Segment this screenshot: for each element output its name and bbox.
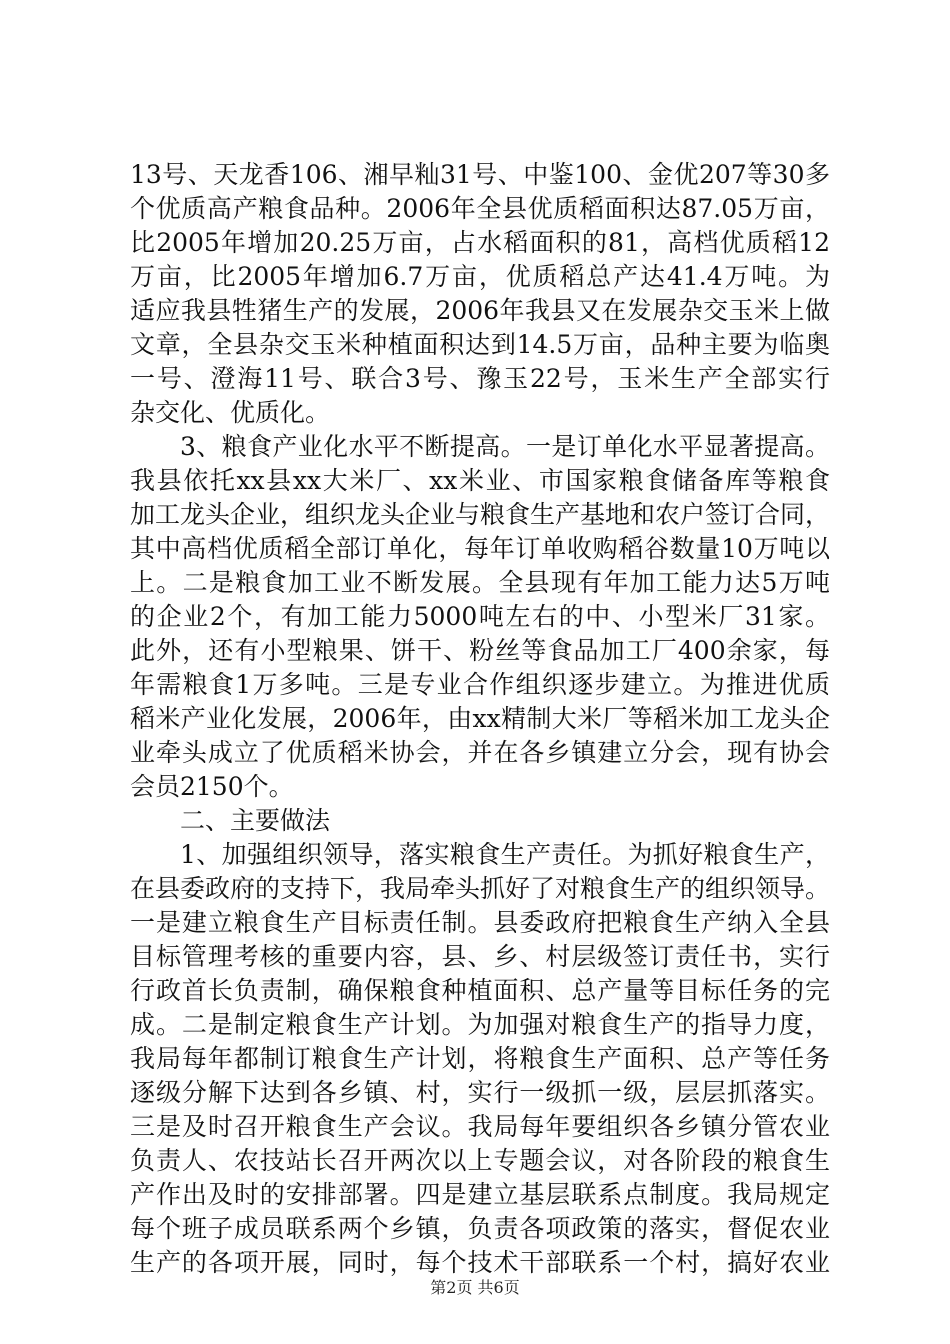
text-line: 文章，全县杂交玉米种植面积达到14.5万亩，品种主要为临奥 — [130, 330, 830, 359]
section-heading: 二、主要做法 — [180, 806, 331, 835]
text-line: 产作出及时的安排部署。四是建立基层联系点制度。我局规定 — [130, 1180, 830, 1209]
text-line: 生产的各项开展，同时，每个技术干部联系一个村，搞好农业 — [130, 1248, 830, 1277]
text-line: 一号、澄海11号、联合3号、豫玉22号，玉米生产全部实行 — [130, 364, 830, 393]
text-line: 个优质高产粮食品种。2006年全县优质稻面积达87.05万亩， — [130, 194, 830, 223]
text-line: 的企业2个，有加工能力5000吨左右的中、小型米厂31家。 — [130, 602, 830, 631]
text-line: 比2005年增加20.25万亩，占水稻面积的81，高档优质稻12 — [130, 228, 830, 257]
text-line: 每个班子成员联系两个乡镇，负责各项政策的落实，督促农业 — [130, 1214, 830, 1243]
text-line: 行政首长负责制，确保粮食种植面积、总产量等目标任务的完 — [130, 976, 830, 1005]
text-line: 一是建立粮食生产目标责任制。县委政府把粮食生产纳入全县 — [130, 908, 830, 937]
text-line: 13号、天龙香106、湘早籼31号、中鉴100、金优207等30多 — [130, 160, 830, 189]
text-line: 3、粮食产业化水平不断提高。一是订单化水平显著提高。 — [180, 432, 830, 461]
text-line: 稻米产业化发展，2006年，由xx精制大米厂等稻米加工龙头企 — [130, 704, 830, 733]
text-line: 目标管理考核的重要内容，县、乡、村层级签订责任书，实行 — [130, 942, 830, 971]
text-line: 万亩，比2005年增加6.7万亩，优质稻总产达41.4万吨。为 — [130, 262, 830, 291]
text-line: 会员2150个。 — [130, 772, 294, 801]
text-line: 业牵头成立了优质稻米协会，并在各乡镇建立分会，现有协会 — [130, 738, 830, 767]
text-line: 逐级分解下达到各乡镇、村，实行一级抓一级，层层抓落实。 — [130, 1078, 830, 1107]
text-line: 成。二是制定粮食生产计划。为加强对粮食生产的指导力度， — [130, 1010, 830, 1039]
text-line: 年需粮食1万多吨。三是专业合作组织逐步建立。为推进优质 — [130, 670, 830, 699]
text-line: 在县委政府的支持下，我局牵头抓好了对粮食生产的组织领导。 — [130, 874, 831, 903]
text-line: 我局每年都制订粮食生产计划，将粮食生产面积、总产等任务 — [130, 1044, 830, 1073]
text-line: 适应我县牲猪生产的发展，2006年我县又在发展杂交玉米上做 — [130, 296, 830, 325]
text-line: 此外，还有小型粮果、饼干、粉丝等食品加工厂400余家，每 — [130, 636, 830, 665]
text-line: 负责人、农技站长召开两次以上专题会议，对各阶段的粮食生 — [130, 1146, 830, 1175]
text-line: 杂交化、优质化。 — [130, 398, 331, 427]
text-line: 上。二是粮食加工业不断发展。全县现有年加工能力达5万吨 — [130, 568, 830, 597]
page-footer: 第2页 共6页 — [430, 1278, 520, 1297]
text-line: 我县依托xx县xx大米厂、xx米业、市国家粮食储备库等粮食 — [130, 466, 830, 495]
document-body — [130, 158, 830, 1280]
text-line: 加工龙头企业，组织龙头企业与粮食生产基地和农户签订合同， — [130, 500, 831, 529]
text-line: 其中高档优质稻全部订单化，每年订单收购稻谷数量10万吨以 — [130, 534, 830, 563]
text-line: 1、加强组织领导，落实粮食生产责任。为抓好粮食生产， — [180, 840, 830, 869]
text-line: 三是及时召开粮食生产会议。我局每年要组织各乡镇分管农业 — [130, 1112, 830, 1141]
